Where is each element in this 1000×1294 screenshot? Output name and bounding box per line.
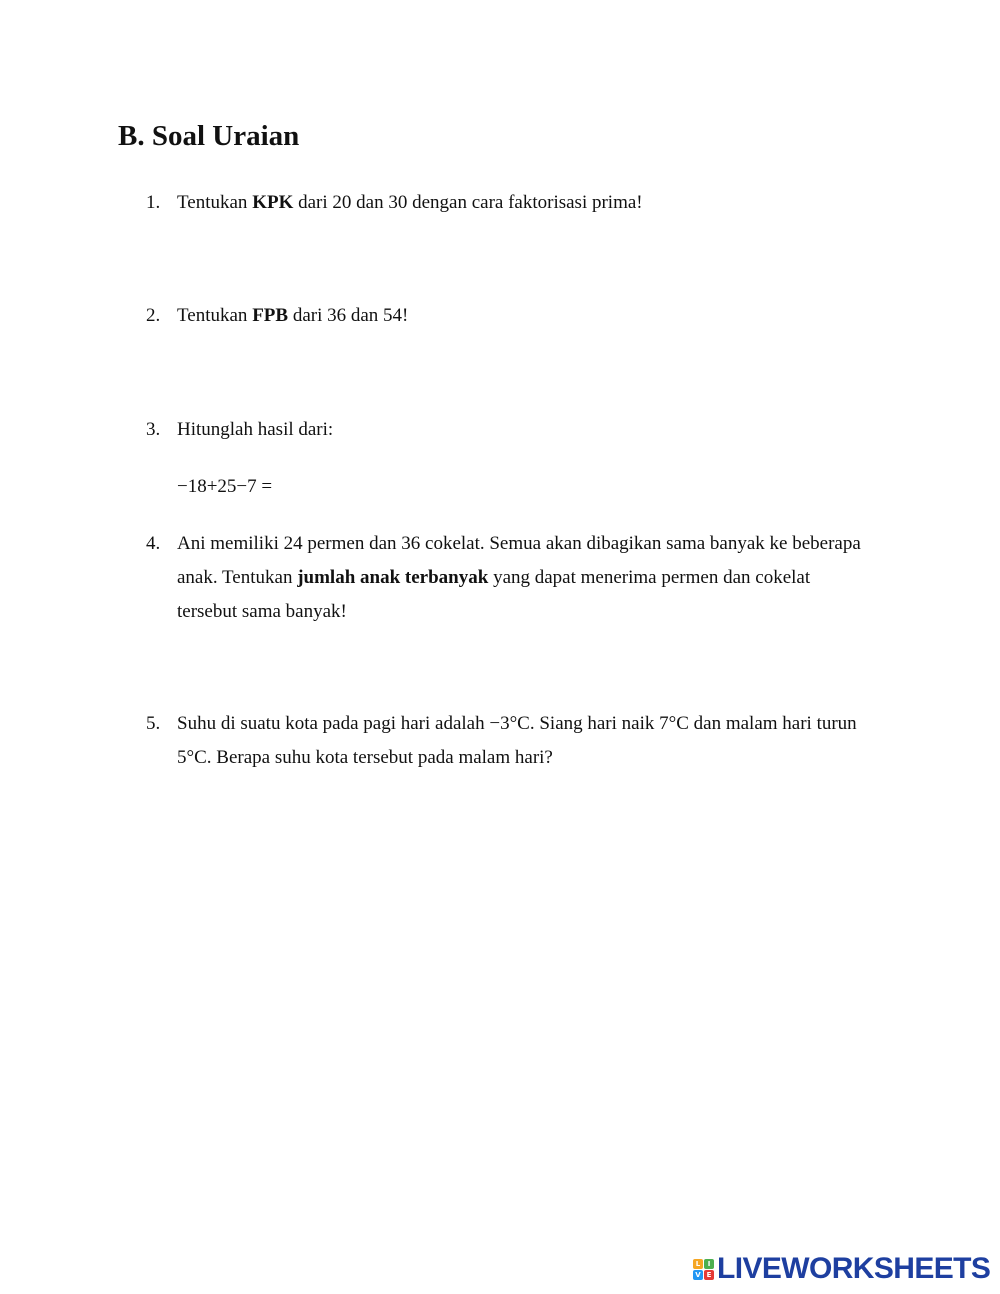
question-text [177,707,906,775]
question-line [177,186,906,220]
question-text [177,413,906,447]
question-text-run: dari 36 dan 54! [288,305,409,326]
question-line [177,561,906,595]
question-text-run: tersebut sama banyak! [177,601,347,622]
logo-mark-icon [693,1259,714,1280]
question-line [177,527,906,561]
question-text-run: Ani memiliki 24 permen dan 36 cokelat. Semua akan dibagikan sama banyak ke beberapa [177,533,861,554]
question-3 [146,413,906,447]
question-text-run: 5°C. Berapa suhu kota tersebut pada malam hari? [177,747,553,768]
logo-text: LIVEWORKSHEETS [717,1252,991,1285]
question-1 [146,186,906,220]
question-number: 4. [146,533,161,554]
question-text-run: yang dapat menerima permen dan cokelat [488,567,811,588]
question-line [177,299,906,333]
question-text-run: Suhu di suatu kota pada pagi hari adalah −3°C. Siang hari naik 7°C dan malam hari turun [177,713,857,734]
logo-mark-letter: L [693,1259,703,1269]
equation: −18+25−7 = [177,476,273,497]
question-2 [146,299,906,333]
emphasis-text: KPK [252,192,294,213]
question-line [177,413,906,447]
question-text [177,299,906,333]
question-text-run: dari 20 dan 30 dengan cara faktorisasi prima! [293,192,643,213]
question-number: 1. [146,192,161,213]
question-number: 2. [146,305,161,326]
emphasis-text: FPB [252,305,289,326]
question-text-run: Tentukan [177,305,253,326]
liveworksheets-logo [693,1252,990,1286]
question-5 [146,707,906,775]
question-text-run: Tentukan [177,192,253,213]
question-text-run: anak. Tentukan [177,567,298,588]
question-text [177,186,906,220]
logo-mark-letter: V [693,1270,703,1280]
logo-mark-letter: E [704,1270,714,1280]
emphasis-text: jumlah anak terbanyak [297,567,489,588]
question-line [177,707,906,741]
question-line [177,741,906,775]
question-text [177,527,906,629]
page-title: B. Soal Uraian [118,120,300,152]
question-number: 3. [146,419,161,440]
question-4 [146,527,906,629]
question-line [177,595,906,629]
question-text-run: Hitunglah hasil dari: [177,419,334,440]
question-number: 5. [146,713,161,734]
logo-mark-letter: I [704,1259,714,1269]
